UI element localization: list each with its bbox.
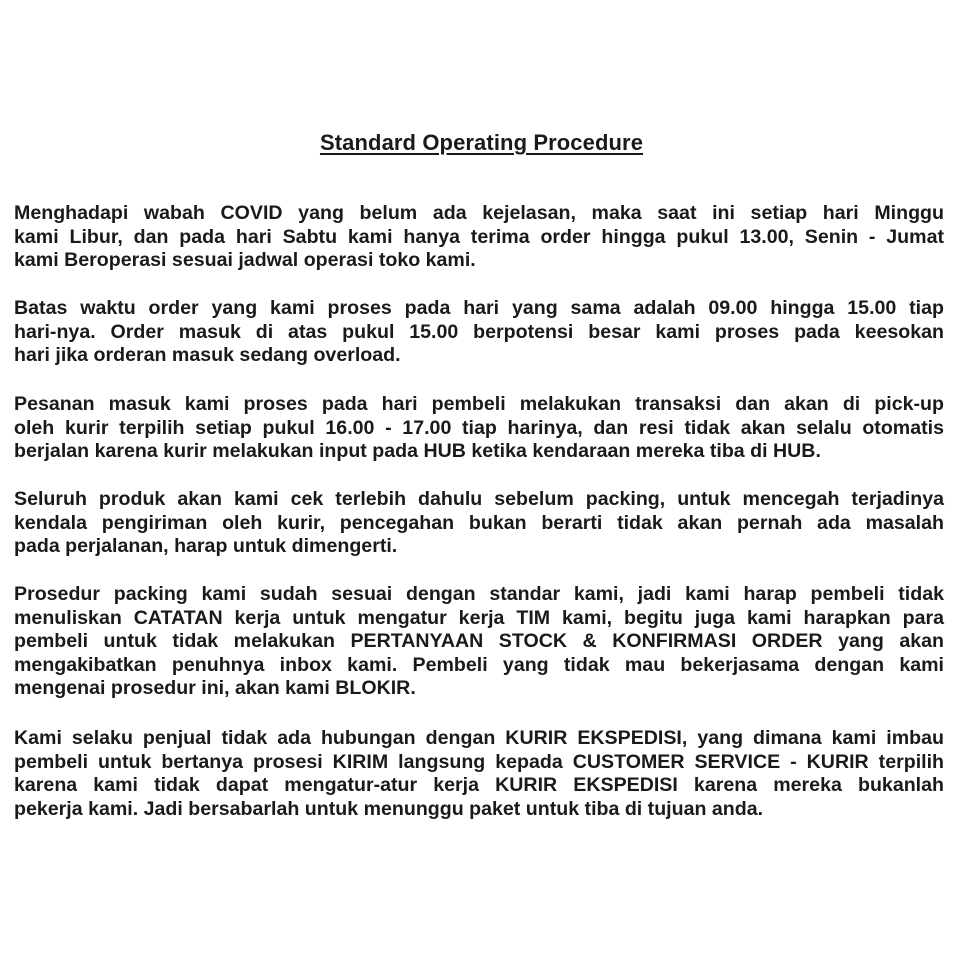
paragraph-line: mengenai prosedur ini, akan kami BLOKIR. bbox=[14, 677, 416, 700]
paragraph-line: pembeli untuk tidak melakukan PERTANYAAN STOCK & KONFIRMASI ORDER yang akan bbox=[14, 630, 944, 653]
paragraph-line: kami Beroperasi sesuai jadwal operasi toko kami. bbox=[14, 249, 476, 272]
paragraph-line: Batas waktu order yang kami proses pada hari yang sama adalah 09.00 hingga 15.00 tiap bbox=[14, 297, 944, 319]
paragraph-line: pembeli untuk bertanya prosesi KIRIM langsung kepada CUSTOMER SERVICE - KURIR terpilih bbox=[14, 750, 944, 773]
paragraph-line: berjalan karena kurir melakukan input pada HUB ketika kendaraan mereka tiba di HUB. bbox=[14, 440, 821, 463]
paragraph-line: Pesanan masuk kami proses pada hari pembeli melakukan transaksi dan akan di pick-up bbox=[14, 393, 944, 415]
paragraph-order-cutoff bbox=[14, 297, 944, 368]
paragraph-line: oleh kurir terpilih setiap pukul 16.00 - 17.00 tiap harinya, dan resi tidak akan selalu otomatis bbox=[14, 416, 944, 439]
paragraph-line: Kami selaku penjual tidak ada hubungan dengan KURIR EKSPEDISI, yang dimana kami imbau bbox=[14, 727, 944, 749]
paragraph-line: Prosedur packing kami sudah sesuai dengan standar kami, jadi kami harap pembeli tidak bbox=[14, 583, 944, 605]
paragraph-line: hari jika orderan masuk sedang overload. bbox=[14, 344, 401, 367]
paragraph-line: pekerja kami. Jadi bersabarlah untuk menunggu paket untuk tiba di tujuan anda. bbox=[14, 797, 764, 820]
paragraph-line: pada perjalanan, harap untuk dimengerti. bbox=[14, 535, 398, 558]
paragraph-line: Seluruh produk akan kami cek terlebih dahulu sebelum packing, untuk mencegah terjadinya bbox=[14, 488, 944, 510]
paragraph-packing-procedure bbox=[14, 583, 944, 701]
paragraph-courier-disclaimer bbox=[14, 727, 944, 821]
paragraph-operating-days bbox=[14, 202, 944, 273]
document-title: Standard Operating Procedure bbox=[319, 130, 644, 155]
paragraph-line: kami Libur, dan pada hari Sabtu kami hanya terima order hingga pukul 13.00, Senin - Jumat bbox=[14, 225, 944, 248]
paragraph-line: Menghadapi wabah COVID yang belum ada kejelasan, maka saat ini setiap hari Minggu bbox=[14, 202, 944, 224]
paragraph-line: hari-nya. Order masuk di atas pukul 15.00 berpotensi besar kami proses pada keesokan bbox=[14, 320, 944, 343]
paragraph-product-check bbox=[14, 488, 944, 559]
paragraph-line: kendala pengiriman oleh kurir, pencegahan bukan berarti tidak akan pernah ada masalah bbox=[14, 511, 944, 534]
paragraph-line: menuliskan CATATAN kerja untuk mengatur kerja TIM kami, begitu juga kami harapkan para bbox=[14, 606, 944, 629]
paragraph-pickup-schedule bbox=[14, 393, 944, 464]
paragraph-line: mengakibatkan penuhnya inbox kami. Pembeli yang tidak mau bekerjasama dengan kami bbox=[14, 653, 944, 676]
paragraph-line: karena kami tidak dapat mengatur-atur kerja KURIR EKSPEDISI karena mereka bukanlah bbox=[14, 774, 944, 797]
